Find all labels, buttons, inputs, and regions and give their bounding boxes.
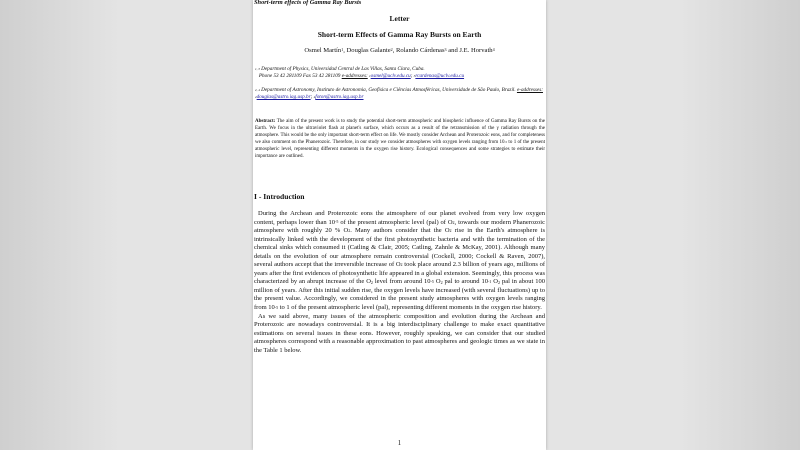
affiliation-phone: Phone 53 42 281109 Fax 53 42 281109 (258, 73, 341, 79)
subscript: 2 (348, 228, 351, 234)
text-run: to 1 of the present atmospheric level (pal), representing different moments in the oxygen rise history. (278, 304, 542, 312)
author-mark: 3 (444, 46, 447, 52)
text-run: , towards our modern Phanerozoic atmosphere with roughly 20 % O (254, 218, 545, 235)
subscript: 2 (440, 279, 443, 285)
body-text (254, 210, 545, 355)
email-label: e-addresses: (341, 73, 368, 79)
author: Rolando Cárdenas (396, 47, 445, 54)
document-page (253, 0, 546, 450)
author-mark: 1 (341, 46, 344, 52)
abstract-exponent: -5 (504, 139, 508, 144)
author: Osmel Martín (304, 47, 342, 54)
text-run: level from around 10 (372, 278, 431, 286)
subscript: 2 (370, 279, 373, 285)
text-run: rise in the Earth's atmosphere is intrinsically linked with the development of the first photosynthetic bacteria and with the termination of the chemical sinks which consumed it (Catling & Clair, 2005; Catling, Zahnle & McKay, 2001). Although many details on the evolution of our atmosphere remain controversial (Cockell, 2000; Cockell & Raven, 2007), several authors accept that the irreversible increase of O (254, 227, 545, 269)
text-run: took place around 2.3 billion of years ago, millions of years after the first evidences of photosynthetic life appeared in a global extension. Seemingly, this process was characterized by an abrupt increase of the O (254, 261, 545, 286)
text-run: O (433, 278, 441, 286)
page-number: 1 (397, 440, 402, 447)
text-run: pal to around 10 (442, 278, 488, 286)
section-heading: I - Introduction (254, 192, 305, 201)
abstract-label: Abstract: (255, 119, 276, 124)
paragraph-2: As we said above, many issues of the atmospheric composition and evolution during the Archean and Proterozoic are nowadays controversial. It is a big interdisciplinary challenge to make exact quantitative estimations on several issues in these eons. However, roughly speaking, we can consider that our studied atmospheres correspond with a reasonable approximation to past atmospheres and geologic times as we state in the Table 1 below. (254, 312, 545, 354)
email-mark: 1 (369, 73, 371, 78)
author-mark: 4 (492, 46, 495, 52)
email-link[interactable]: foton@astro.iag.usp.br (315, 94, 364, 100)
abstract-text: The aim of the present work is to study the potential short-term atmospheric and biospheric influence of Gamma Ray Bursts on the Earth. We focus in the ultraviolet flash at planet's surface, which occurs as a result of the retransmission of the γ radiation through the atmosphere. This would be the only important short-term effect on life. We mostly consider Archean and Proterozoic eons, and for completeness we also comment on the Phanerozoic. Therefore, in our study we consider atmospheres with oxygen levels ranging from 10 (255, 119, 545, 145)
subscript: 2 (452, 219, 455, 225)
running-header: Short-term effects of Gamma Ray Bursts (254, 0, 362, 6)
author-list: Osmel Martín$^1$, Douglas Galante$^2$, Rolando Cárdenas$^3$ and J.E. Horvath$^4$ (304, 46, 495, 54)
subscript: 2 (497, 279, 500, 285)
superscript: -5 (430, 278, 434, 284)
text-run: of the present atmospheric level (pal) of O (338, 218, 453, 226)
paper-title: Short-term Effects of Gamma Ray Bursts on Earth (317, 30, 482, 39)
text-run: pal in about 100 million of years. After this initial sudden rise, the oxygen levels have increased (with several fluctuations) up to the present value. Accordingly, we considered in the present study atmospheres with oxygen levels ranging from 10 (254, 278, 546, 312)
author: J.E. Horvath (459, 47, 493, 54)
text-run: . Many authors consider that the O (350, 227, 450, 235)
affiliation-marks: 1, 3 (255, 66, 260, 71)
text-run: During the Archean and Proterozoic eons the atmosphere of our planet evolved from very low oxygen content, perhaps lower than 10 (254, 210, 545, 226)
author: Douglas Galante (346, 47, 391, 54)
author-mark: 2 (390, 46, 393, 52)
paragraph-1 (254, 210, 545, 313)
superscript: -5 (335, 219, 339, 225)
affiliation-2: $^{2, 4}$ Department of Astronomy, Instituto de Astronomia, Geofísica e Ciências Atmosféricas, Universidade de São Paulo, Brazil. e-addresses: $^2$douglas@astro.iag.usp.br; $^4$foton@astro.iag.usp.br (255, 87, 543, 100)
email-link[interactable]: douglas@astro.iag.usp.br (256, 94, 311, 100)
email-link[interactable]: osmel@uclv.edu.cu (370, 73, 411, 79)
subscript: 2 (400, 262, 403, 268)
superscript: -1 (487, 278, 492, 284)
subscript: 2 (449, 228, 452, 234)
affiliation-marks: 2, 4 (255, 87, 260, 92)
superscript: -5 (274, 304, 279, 310)
affiliation-text: Department of Astronomy, Instituto de Astronomia, Geofísica e Ciências Atmosféricas, Universidade de São Paulo, Brazil. (261, 87, 516, 93)
affiliation-text: Department of Physics, Universidad Central de Las Villas, Santa Clara, Cuba. (261, 66, 425, 72)
email-mark: 4 (313, 94, 316, 99)
abstract (255, 118, 545, 160)
abstract-text-cont: to 1 of the present atmospheric level, representing different moments in the oxygen rise history. Ecological consequences and some strategies to estimate their importance are outlined. (255, 140, 546, 159)
email-mark: 2 (255, 94, 257, 99)
email-label: e-addresses: (516, 87, 543, 93)
affiliation-1: $^{1, 3}$ Department of Physics, Universidad Central de Las Villas, Santa Clara, Cuba. Phone 53 42 281109 Fax 53 42 281109 e-addresses: $^1$osmel@uclv.edu.cu; $^3$rcardenas@uclv.edu.cu (255, 66, 465, 79)
email-link[interactable]: rcardenas@uclv.edu.cu (415, 73, 465, 79)
text-run: O (491, 278, 498, 286)
article-type: Letter (389, 14, 410, 23)
email-mark: 3 (413, 73, 416, 78)
